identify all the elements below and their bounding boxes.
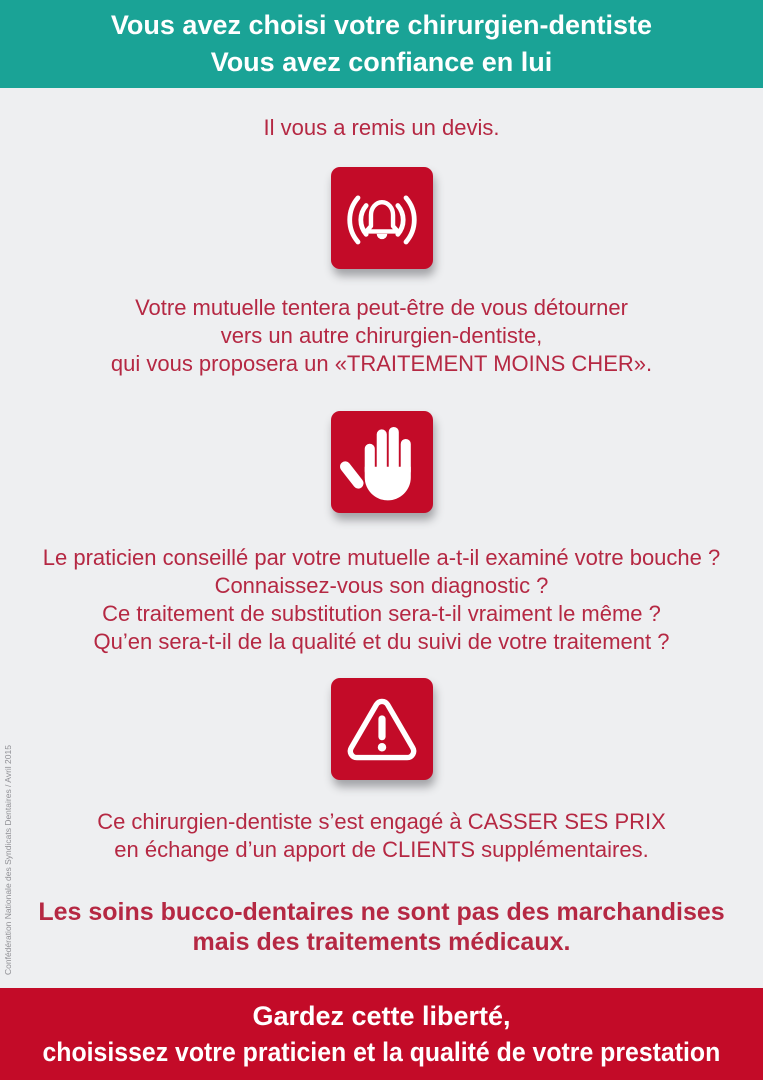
text-line: Qu’en sera-t-il de la qualité et du suivi de votre traitement ?: [93, 629, 670, 654]
text-line: qui vous proposera un «TRAITEMENT MOINS CHER».: [110, 351, 653, 376]
warning-triangle-icon: [331, 678, 433, 780]
top-banner-line1: Vous avez choisi votre chirurgien-dentiste: [110, 10, 653, 40]
bottom-banner-line2: choisissez votre praticien et la qualité de votre prestation: [42, 1037, 721, 1067]
warning-triangle-glyph: [334, 681, 430, 777]
text-line: mais des traitements médicaux.: [192, 928, 571, 956]
bell-wave-right-outer: [406, 198, 414, 242]
text-line: Le praticien conseillé par votre mutuelle a-t-il examiné votre bouche ?: [42, 545, 721, 570]
alarm-bell-icon: [331, 167, 433, 269]
bell-clapper: [376, 234, 387, 239]
text-line: Votre mutuelle tentera peut-être de vous détourner: [135, 295, 628, 320]
hand-palm: [364, 467, 410, 501]
paragraph-engagement: [0, 808, 763, 864]
poster-content: [0, 88, 763, 957]
hand-thumb: [337, 459, 365, 490]
bottom-banner: [0, 988, 763, 1080]
statement-text: [0, 897, 763, 957]
top-banner: [0, 0, 763, 88]
bottom-banner-line1: Gardez cette liberté,: [252, 1001, 511, 1031]
warning-exclamation-dot: [377, 743, 385, 751]
intro-text: Il vous a remis un devis.: [263, 115, 500, 140]
text-line: Connaissez-vous son diagnostic ?: [214, 573, 549, 598]
stop-hand-glyph: [334, 414, 430, 510]
text-line: Ce traitement de substitution sera-t-il vraiment le même ?: [102, 601, 661, 626]
text-line: vers un autre chirurgien-dentiste,: [220, 323, 543, 348]
text-line: Les soins bucco-dentaires ne sont pas des marchandises: [38, 898, 725, 926]
bell-wave-left-outer: [349, 198, 357, 242]
text-line: Ce chirurgien-dentiste s’est engagé à CASSER SES PRIX: [97, 809, 666, 834]
paragraph-mutuelle: [0, 294, 763, 378]
bell-body: [366, 202, 398, 231]
text-line: en échange d’un apport de CLIENTS supplémentaires.: [114, 837, 649, 862]
credit-vertical-text: Confédération Nationale des Syndicats Dentaires / Avril 2015: [3, 745, 13, 975]
stop-hand-icon: [331, 411, 433, 513]
alarm-bell-glyph: [334, 170, 430, 266]
paragraph-questions: [0, 544, 763, 656]
top-banner-line2: Vous avez confiance en lui: [210, 47, 553, 77]
